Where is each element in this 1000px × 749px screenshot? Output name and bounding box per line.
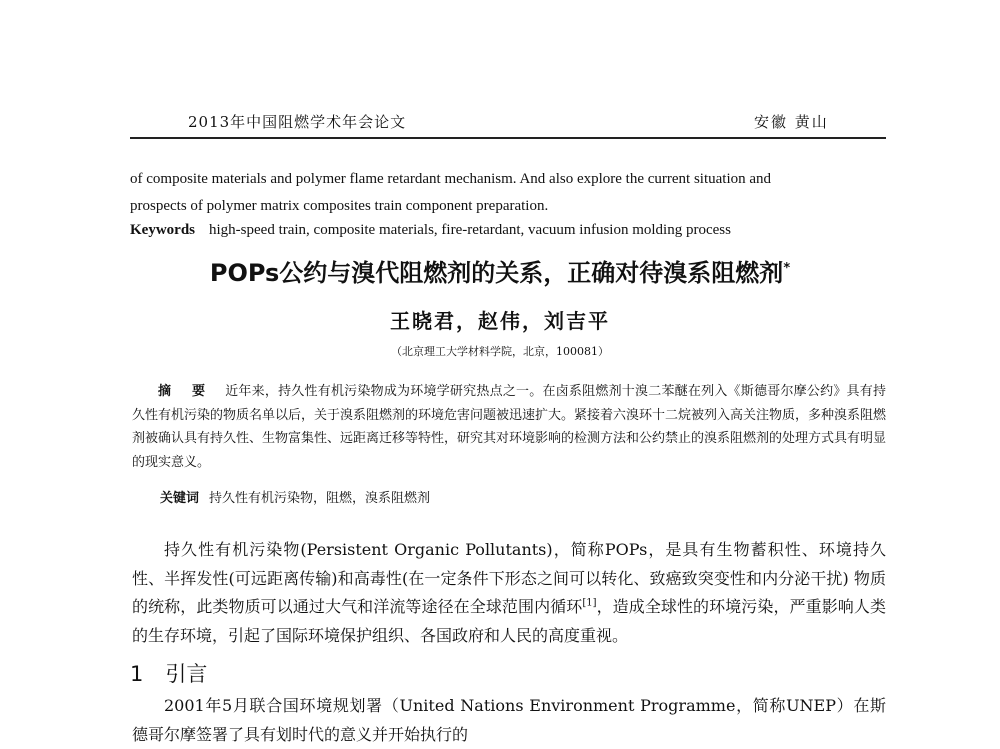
paper-title-text: POPs公约与溴代阻燃剂的关系，正确对待溴系阻燃剂	[209, 259, 784, 287]
body-paragraph-1-text-a: 持久性有机污染物(Persistent Organic Pollutants)，简称POPs，是具有生物蓄积性、环境持久性、半挥发性(可远距离传输)和高毒性(在一定条件下形态之间可以转化、致癌致突变性和内分泌干扰) 物质的统称，此类物质可以通过大气和洋流等途径在全球范围内循环	[132, 540, 886, 616]
body-paragraph-1-text-b: ，造成全球性的环境污染，严重影响人类的生存环境，引起了国际环境保护组织、各国政府和人民的高度重视。	[132, 597, 886, 645]
abstract-label: 摘 要	[158, 384, 214, 399]
header-divider	[130, 137, 886, 139]
english-abstract-line-2: prospects of polymer matrix composites train component preparation.	[130, 198, 549, 214]
running-header-title: 2013年中国阻燃学术年会论文	[188, 113, 407, 131]
chinese-abstract	[132, 380, 886, 474]
english-keywords	[130, 222, 731, 239]
body-paragraph-1	[132, 536, 886, 650]
abstract-text: 近年来，持久性有机污染物成为环境学研究热点之一。在卤系阻燃剂十溴二苯醚在列入《斯德哥尔摩公约》具有持久性有机污染的物质名单以后，关于溴系阻燃剂的环境危害问题被迅速扩大。紧接着六溴环十二烷被列入高关注物质，多种溴系阻燃剂被确认具有持久性、生物富集性、远距离迁移等特性，研究其对环境影响的检测方法和公约禁止的溴系阻燃剂的处理方式具有明显的现实意义。	[132, 384, 887, 470]
chinese-keywords-text: 持久性有机污染物，阻燃，溴系阻燃剂	[209, 491, 431, 506]
intro-paragraph: 2001年5月联合国环境规划署（United Nations Environment Programme，简称UNEP）在斯德哥尔摩签署了具有划时代的意义并开始执行的	[132, 696, 886, 744]
section-title: 引言	[165, 662, 208, 686]
affiliation: （北京理工大学材料学院，北京，100081）	[391, 345, 609, 358]
english-abstract-line-1: of composite materials and polymer flame retardant mechanism. And also explore the current situation and	[130, 171, 772, 187]
author-list: 王晓君，赵伟，刘吉平	[390, 309, 610, 333]
chinese-keywords	[160, 487, 430, 506]
running-header-location: 安徽 黄山	[754, 113, 829, 131]
english-keywords-label: Keywords	[130, 222, 195, 238]
title-footnote-mark: *	[783, 261, 791, 276]
citation-ref-1: [1]	[582, 597, 597, 609]
chinese-keywords-label: 关键词	[160, 491, 200, 506]
section-heading-intro	[130, 658, 207, 688]
section-number: 1	[130, 662, 144, 686]
paper-title	[0, 253, 1000, 288]
english-keywords-text: high-speed train, composite materials, fire-retardant, vacuum infusion molding process	[209, 222, 731, 238]
